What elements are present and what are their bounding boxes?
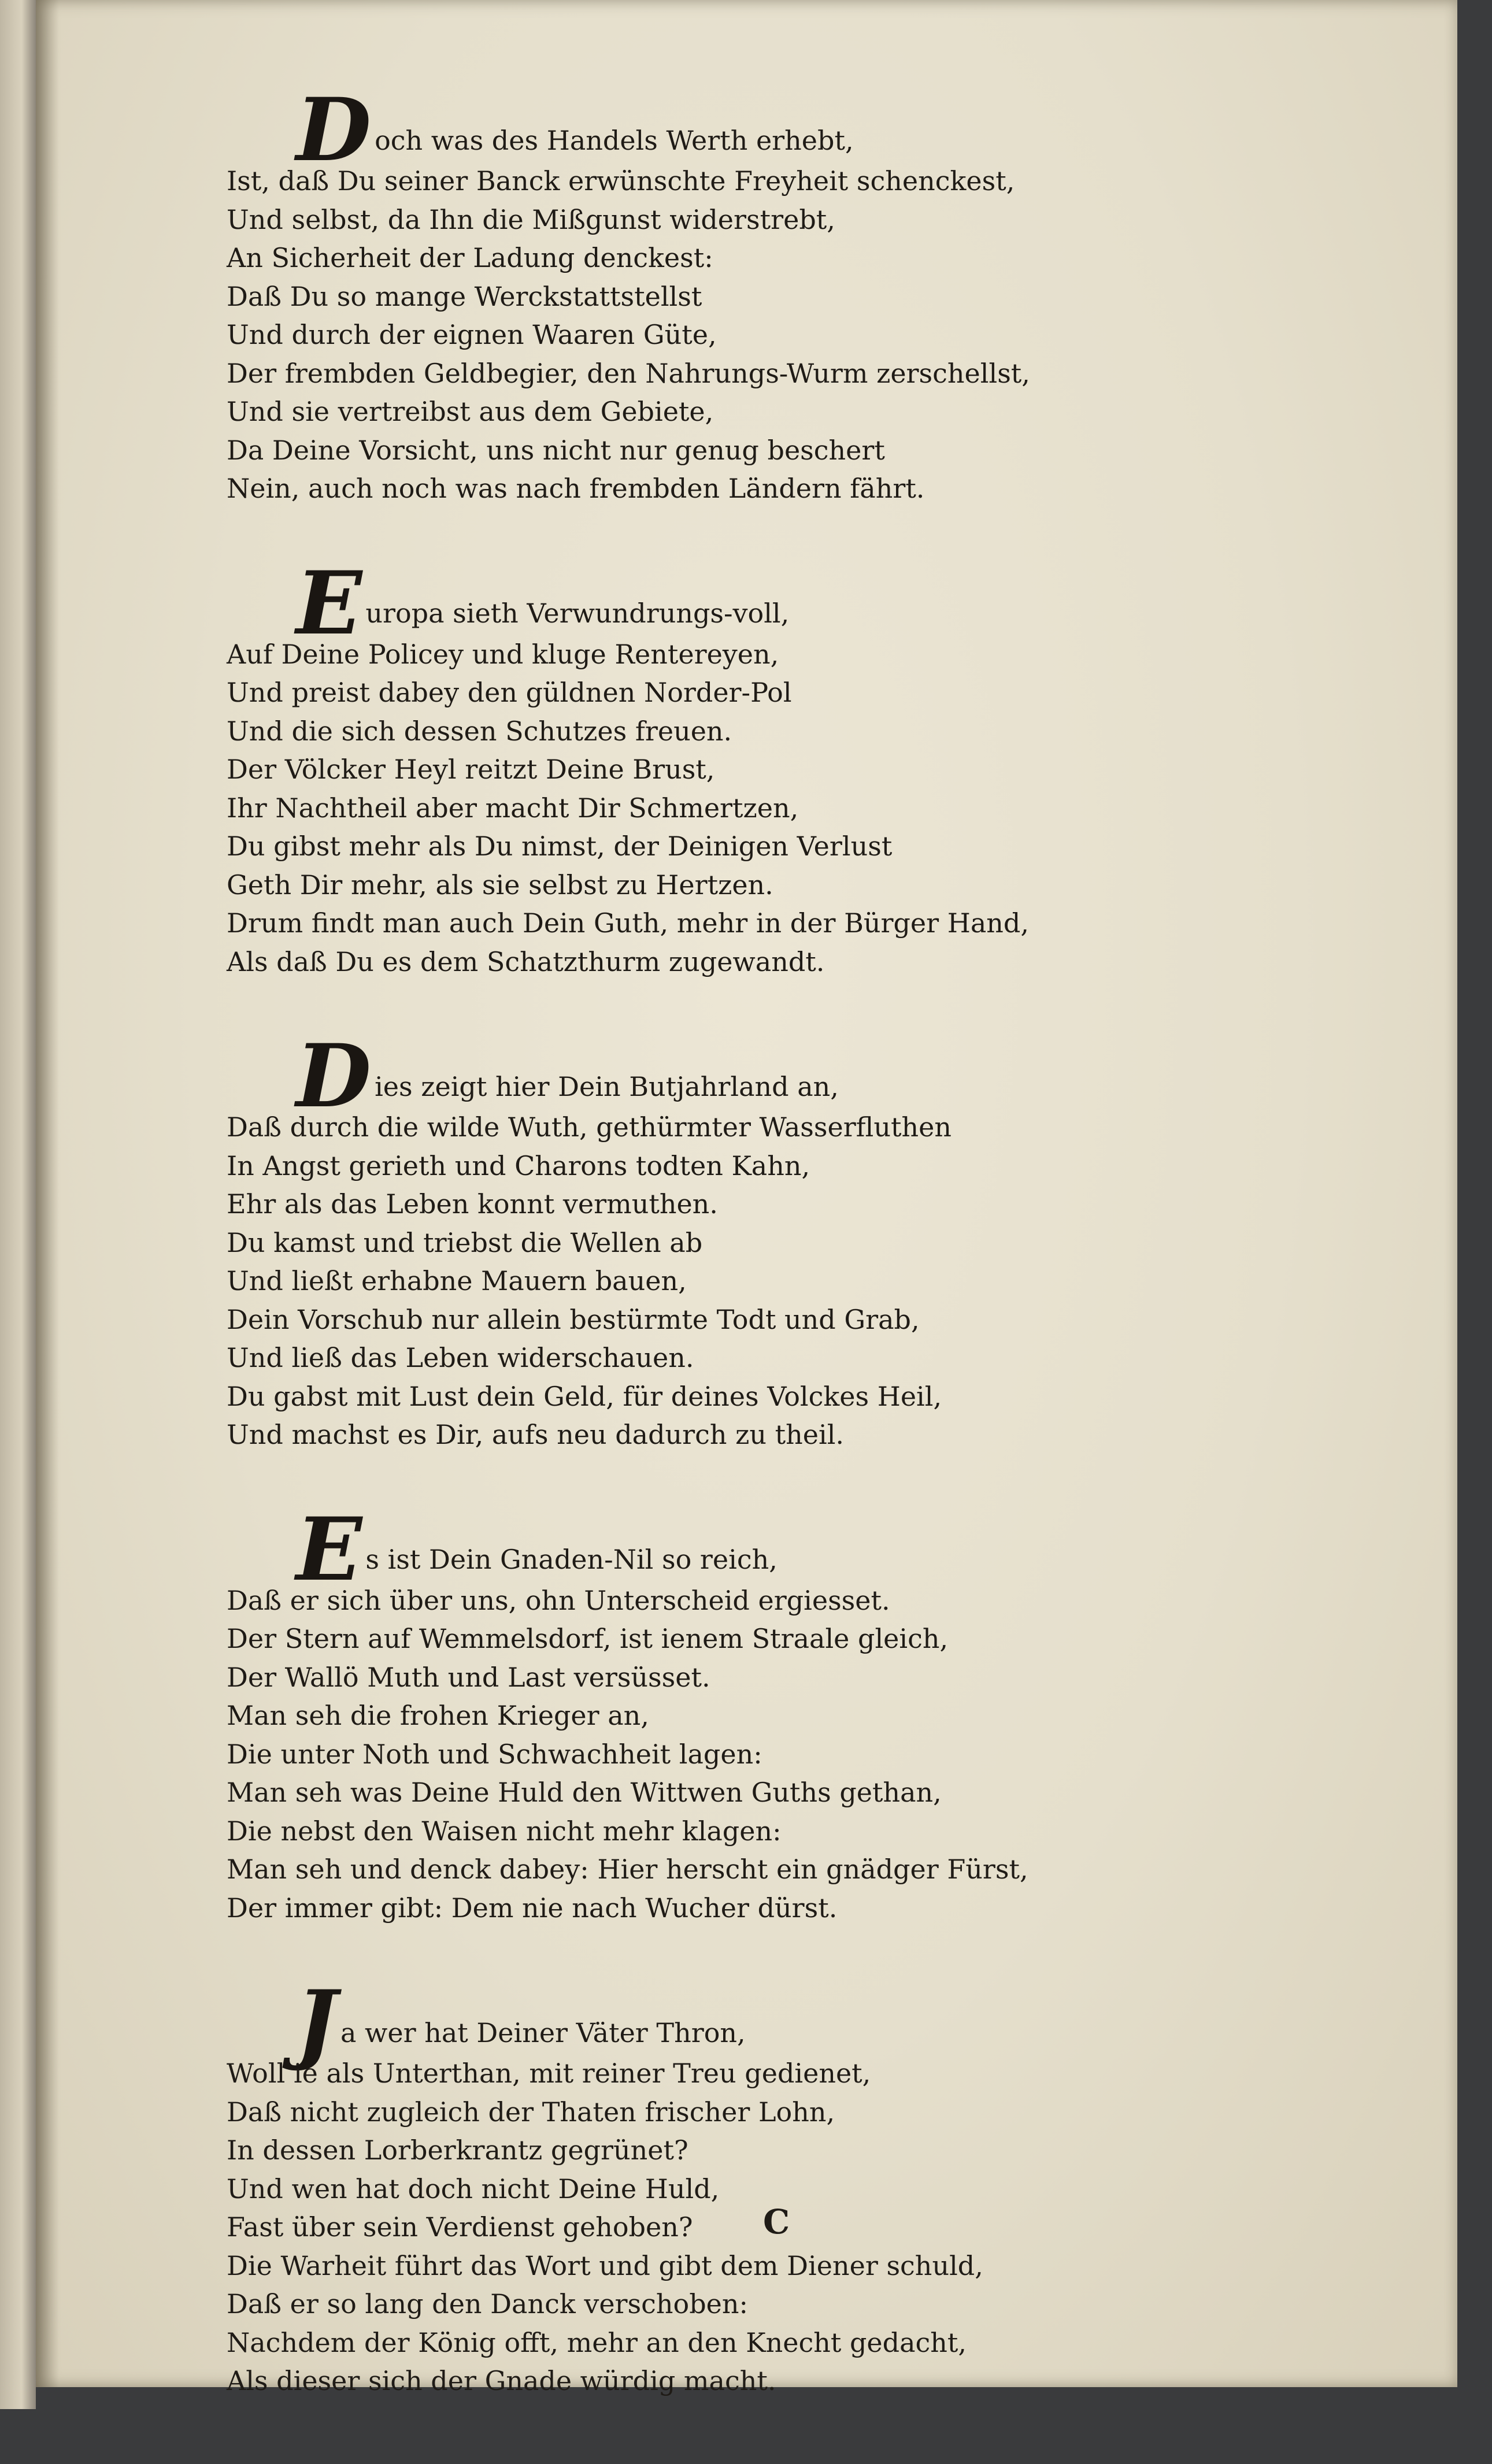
verse-line: Da Deine Vorsicht, uns nicht nur genug beschert	[227, 434, 885, 466]
verse-line: Nein, auch noch was nach frembden Ländern fährt.	[227, 473, 925, 504]
verse-line: Dein Vorschub nur allein bestürmte Todt und Grab,	[227, 1303, 920, 1335]
drop-initial: D	[296, 79, 372, 181]
verse-line: Man seh die frohen Krieger an,	[227, 1700, 649, 1731]
document-page	[36, 0, 1457, 2396]
first-line-text: a wer hat Deiner Väter Thron,	[340, 2017, 746, 2048]
poem-body	[227, 79, 1238, 2464]
verse-line: Daß er sich über uns, ohn Unterscheid ergiesset.	[227, 1584, 890, 1616]
verse-line: Der Völcker Heyl reitzt Deine Brust,	[227, 754, 715, 785]
first-line-text: s ist Dein Gnaden-Nil so reich,	[365, 1544, 778, 1575]
verse-line: Und durch der eignen Waaren Güte,	[227, 319, 717, 350]
verse-line: Auf Deine Policey und kluge Rentereyen,	[227, 638, 779, 670]
verse-line: Die Warheit führt das Wort und gibt dem Diener schuld,	[227, 2250, 983, 2281]
verse-line: Ist, daß Du seiner Banck erwünschte Freyheit schenckest,	[227, 165, 1015, 197]
verse-line: Daß er so lang den Danck verschoben:	[227, 2288, 749, 2320]
page-gutter-shadow	[36, 0, 59, 2387]
verse-line: Geth Dir mehr, als sie selbst zu Hertzen.	[227, 869, 773, 901]
drop-initial: E	[296, 1498, 362, 1600]
facing-page-edge	[0, 0, 36, 2409]
drop-initial: J	[296, 1972, 337, 2073]
verse-line: Daß Du so mange Werckstattstellst	[227, 280, 702, 312]
verse-line: Ihr Nachtheil aber macht Dir Schmertzen,	[227, 792, 799, 824]
stanza-4	[227, 1498, 1238, 1928]
verse-line: Die nebst den Waisen nicht mehr klagen:	[227, 1815, 782, 1847]
verse-line: Nachdem der König offt, mehr an den Knecht gedacht,	[227, 2326, 967, 2358]
verse-line: Du gibst mehr als Du nimst, der Deinigen Verlust	[227, 831, 893, 862]
verse-line: Drum findt man auch Dein Guth, mehr in der Bürger Hand,	[227, 907, 1029, 939]
verse-line: An Sicherheit der Ladung denckest:	[227, 242, 713, 273]
drop-initial: E	[296, 552, 362, 654]
catchword: C	[763, 2202, 790, 2241]
stanza-1	[227, 79, 1238, 508]
verse-line: Und preist dabey den güldnen Norder-Pol	[227, 677, 792, 708]
verse-line: Der frembden Geldbegier, den Nahrungs-Wurm zerschellst,	[227, 357, 1030, 389]
verse-line: Und selbst, da Ihn die Mißgunst widerstrebt,	[227, 203, 835, 235]
verse-line: Fast über sein Verdienst gehoben?	[227, 2211, 693, 2243]
verse-line: Und machst es Dir, aufs neu dadurch zu theil.	[227, 1419, 845, 1450]
verse-line: Woll ie als Unterthan, mit reiner Treu gedienet,	[227, 2058, 871, 2089]
verse-line: Daß durch die wilde Wuth, gethürmter Wasserfluthen	[227, 1111, 952, 1143]
verse-line: In dessen Lorberkrantz gegrünet?	[227, 2135, 688, 2166]
verse-line: Der Wallö Muth und Last versüsset.	[227, 1661, 710, 1693]
verse-line: Der immer gibt: Dem nie nach Wucher dürst.	[227, 1892, 838, 1924]
verse-line: Und wen hat doch nicht Deine Huld,	[227, 2173, 720, 2204]
drop-initial: D	[296, 1025, 372, 1127]
verse-line: In Angst gerieth und Charons todten Kahn,	[227, 1150, 810, 1181]
stanza-5	[227, 1972, 1238, 2400]
first-line-text: och was des Handels Werth erhebt,	[375, 124, 854, 156]
verse-line: Als daß Du es dem Schatzthurm zugewandt.	[227, 946, 825, 977]
verse-line: Und ließt erhabne Mauern bauen,	[227, 1265, 687, 1296]
first-line-text: ies zeigt hier Dein Butjahrland an,	[375, 1070, 839, 1102]
verse-line: Man seh was Deine Huld den Wittwen Guths gethan,	[227, 1777, 942, 1808]
verse-line: Du gabst mit Lust dein Geld, für deines Volckes Heil,	[227, 1380, 942, 1412]
verse-line: Und ließ das Leben widerschauen.	[227, 1342, 694, 1373]
verse-line: Du kamst und triebst die Wellen ab	[227, 1227, 703, 1258]
verse-line: Der Stern auf Wemmelsdorf, ist ienem Straale gleich,	[227, 1623, 949, 1654]
verse-line: Als dieser sich der Gnade würdig macht.	[227, 2365, 776, 2396]
stanza-2	[227, 552, 1238, 981]
verse-line: Und die sich dessen Schutzes freuen.	[227, 715, 732, 747]
verse-line: Daß nicht zugleich der Thaten frischer Lohn,	[227, 2096, 835, 2128]
verse-line: Ehr als das Leben konnt vermuthen.	[227, 1188, 718, 1220]
verse-line: Die unter Noth und Schwachheit lagen:	[227, 1738, 762, 1770]
first-line-text: uropa sieth Verwundrungs-voll,	[365, 598, 790, 629]
verse-line: Und sie vertreibst aus dem Gebiete,	[227, 396, 714, 427]
stanza-3	[227, 1025, 1238, 1454]
verse-line: Man seh und denck dabey: Hier herscht ein gnädger Fürst,	[227, 1854, 1028, 1885]
stanza-first-line	[227, 1972, 1238, 2073]
